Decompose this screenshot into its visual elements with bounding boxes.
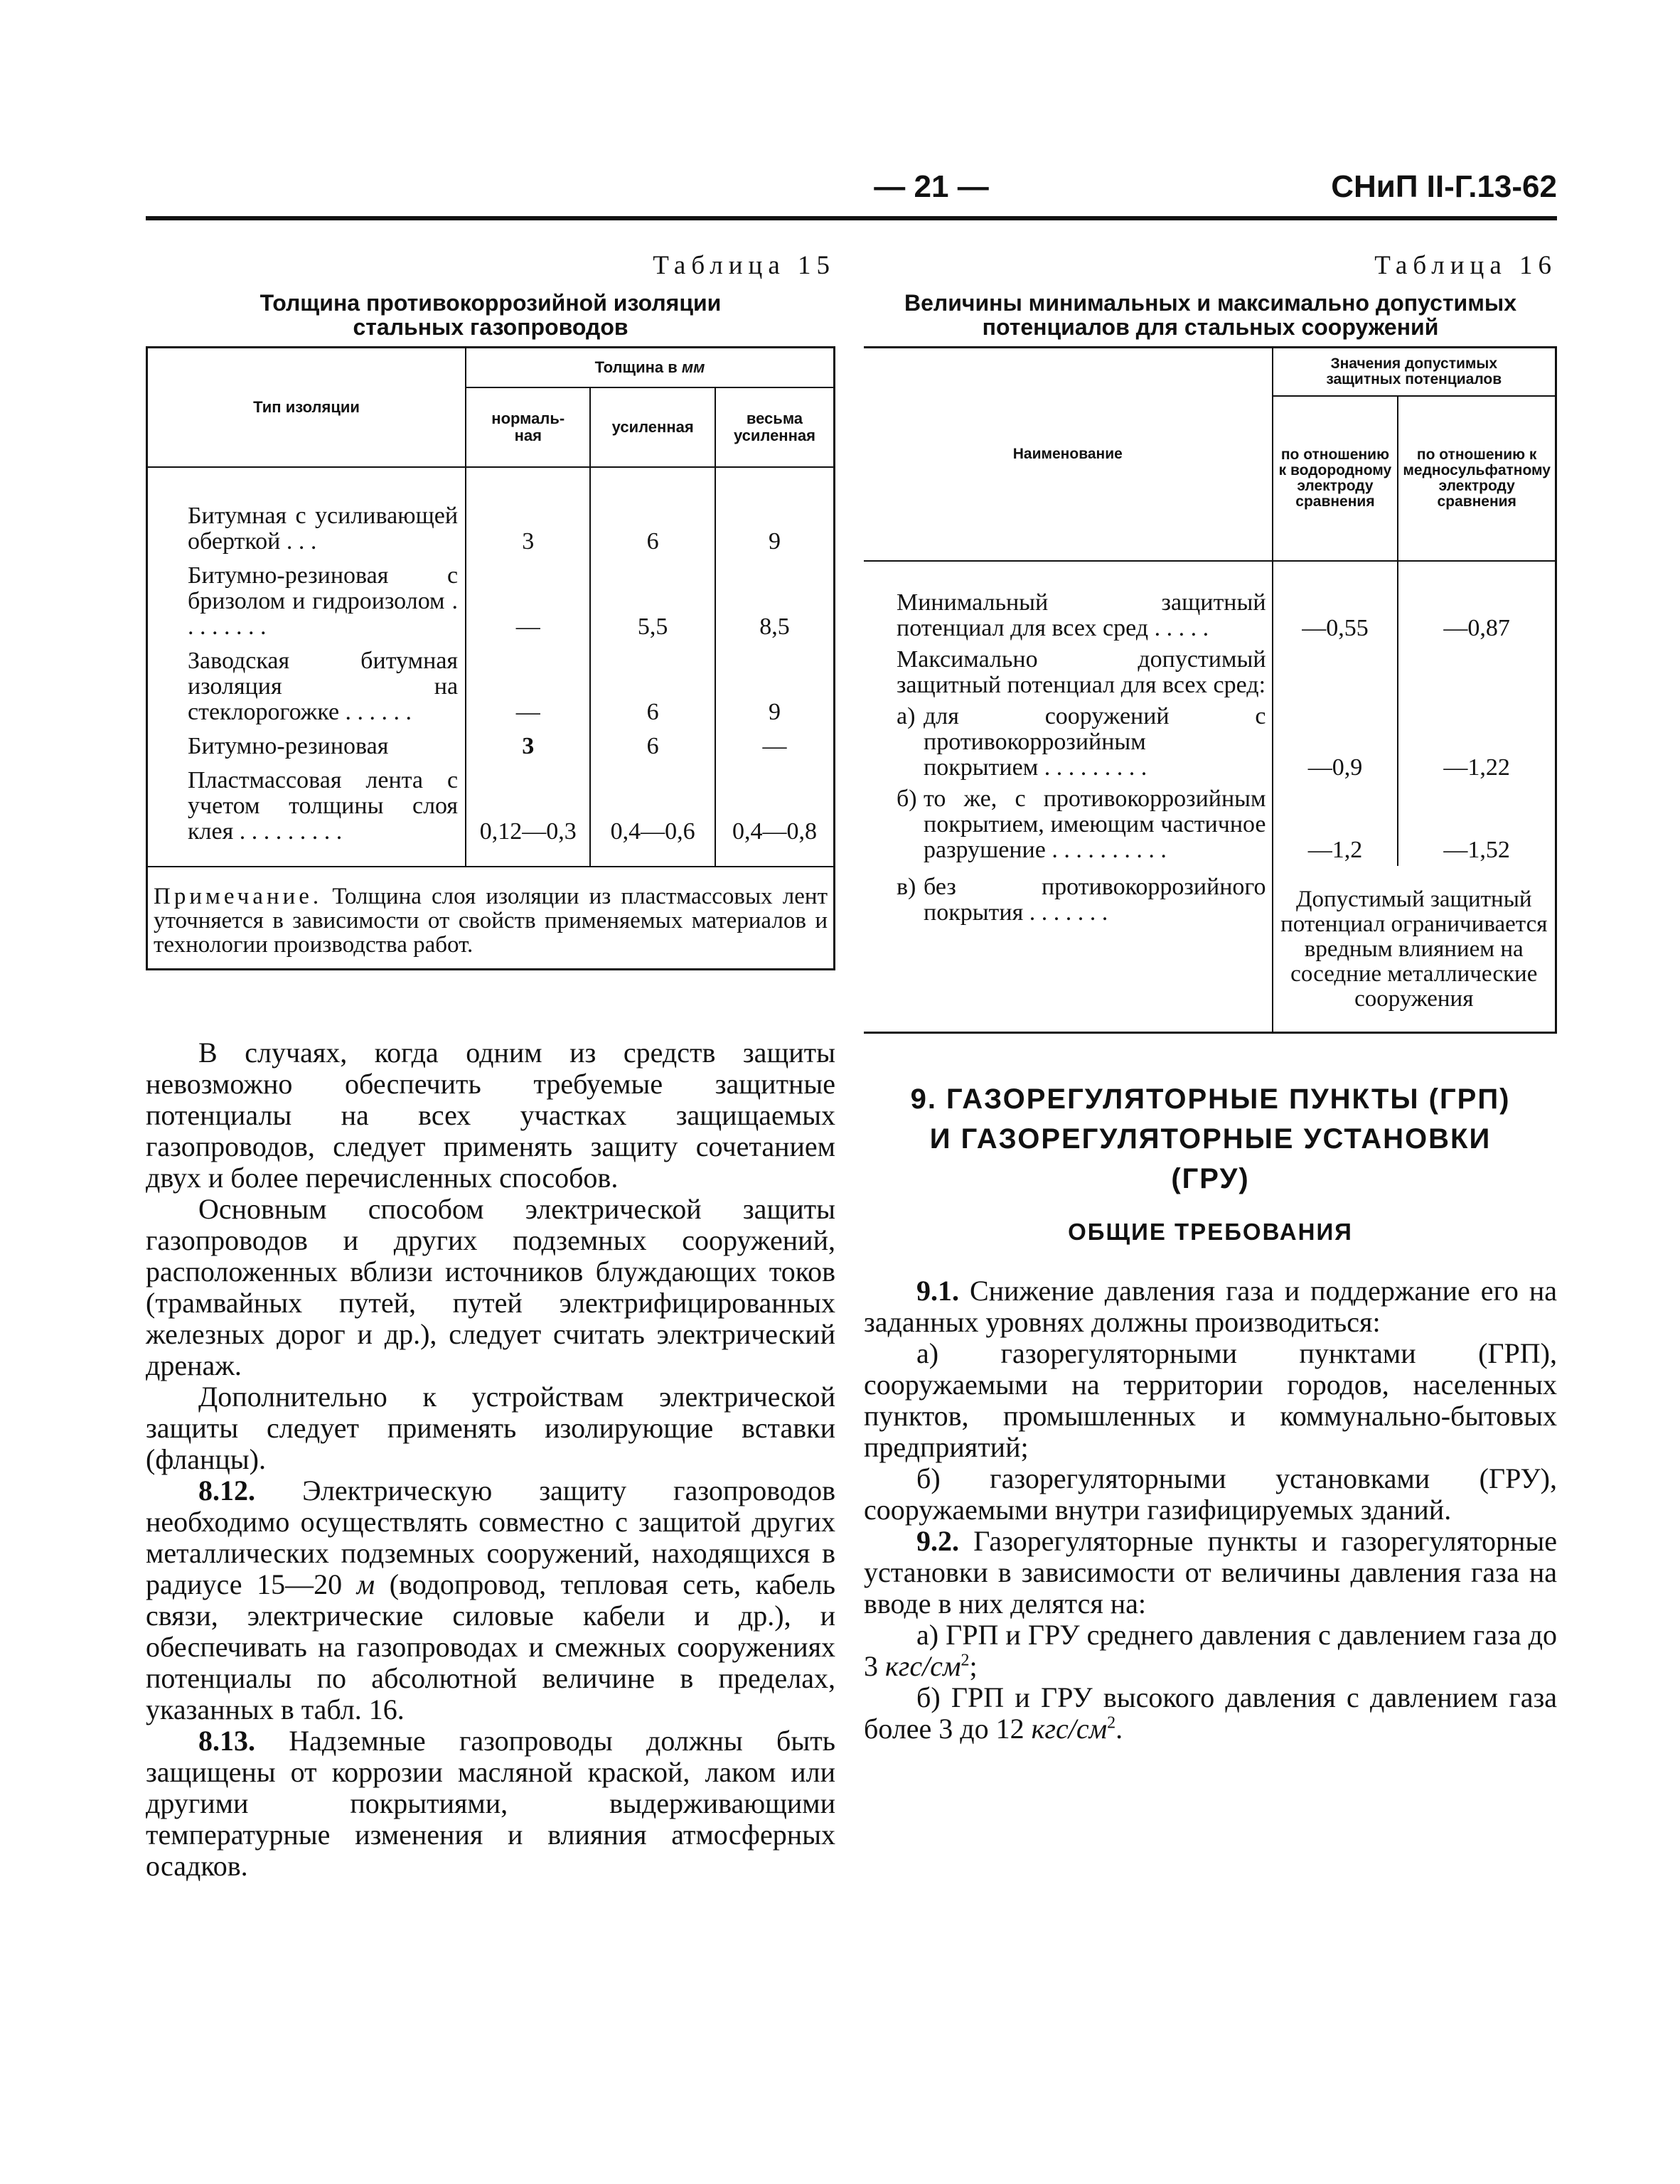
t15-note	[147, 867, 835, 970]
table16-label: Таблица 16	[1374, 251, 1557, 280]
t15-row2-name: Битумно-резиновая с бризолом и гидроизолом . . . . . . . .	[147, 559, 466, 644]
t16-row-min-c: —0,87	[1398, 561, 1556, 644]
table15-title-line2: стальных газопроводов	[353, 314, 628, 340]
table-row	[864, 783, 1556, 866]
t15-row1-reinforced: 6	[590, 467, 715, 559]
t15-row4-name: Битумно-резиновая	[147, 729, 466, 764]
table15-label: Таблица 15	[653, 251, 835, 280]
t16-row-min-h: —0,55	[1273, 561, 1398, 644]
t15-row4-reinforced: 6	[590, 729, 715, 764]
document-code: СНиП II-Г.13-62	[1331, 169, 1557, 204]
t15-row1-normal: 3	[466, 467, 590, 559]
t15-row5-normal: 0,12—0,3	[466, 764, 590, 867]
paragraph-9-2: 9.2. Газорегуляторные пункты и газорегуляторные установки в зависимости от величины давления газа на вводе в них делятся на:	[864, 1525, 1557, 1620]
t16-row-max-title: Максимально допустимый защитный потенциал для всех сред:	[864, 644, 1273, 701]
t15-row5-very: 0,4—0,8	[715, 764, 835, 867]
table16-title-line1: Величины минимальных и максимально допустимых	[904, 290, 1517, 316]
t16-row-a-h: —0,9	[1273, 701, 1398, 783]
t15-sub-normal: нормаль- ная	[466, 387, 590, 467]
t16-row-min-name: Минимальный защитный потенциал для всех сред . . . . .	[864, 561, 1273, 644]
t16-row-b-c: —1,52	[1398, 783, 1556, 866]
t15-row4-normal: 3	[466, 729, 590, 764]
t15-row3-very: 9	[715, 644, 835, 729]
table-row	[864, 866, 1556, 1033]
t15-note-label: Примечание.	[154, 884, 323, 909]
t15-sub-reinforced: усиленная	[590, 387, 715, 467]
t15-thickness-unit: мм	[681, 358, 705, 376]
header-rule	[146, 216, 1557, 220]
left-column	[146, 250, 835, 1882]
t15-row1-name: Битумная с усиливающей оберткой . . .	[147, 467, 466, 559]
t16-row-b-h: —1,2	[1273, 783, 1398, 866]
table-row	[864, 561, 1556, 644]
table-row	[147, 729, 835, 764]
paragraph-9-1: 9.1. Снижение давления газа и поддержание его на заданных уровнях должны производиться:	[864, 1275, 1557, 1338]
table16-title	[864, 291, 1557, 339]
t16-row-c-merged: Допустимый защитный потенциал ограничивается вредным влиянием на соседние металлические сооружения	[1273, 866, 1556, 1033]
t16-col-values: Значения допустимых защитных потенциалов	[1273, 348, 1556, 397]
left-body-text	[146, 1037, 835, 1882]
table16	[864, 346, 1557, 1034]
table15	[146, 346, 835, 970]
table-row	[147, 467, 835, 559]
paragraph-9-2-b: б) ГРП и ГРУ высокого давления с давлением газа более 3 до 12 кгс/$см^2$.	[864, 1681, 1557, 1745]
t16-row-a-c: —1,22	[1398, 701, 1556, 783]
table15-title-line1: Толщина противокоррозийной изоляции	[260, 290, 722, 316]
t15-col-thickness: Толщина в мм	[466, 348, 834, 388]
t15-row1-very: 9	[715, 467, 835, 559]
section-9-subheading: ОБЩИЕ ТРЕБОВАНИЯ	[1068, 1219, 1353, 1245]
t16-sub-hydrogen: по отношению к водородному электроду сравнения	[1273, 396, 1398, 561]
t15-row4-very: —	[715, 729, 835, 764]
t16-row-b-name: б) то же, с противокоррозийным покрытием, имеющим частичное разрушение . . . . . . . . . .	[864, 783, 1273, 866]
table-row	[147, 764, 835, 867]
paragraph: Дополнительно к устройствам электрической защиты следует применять изолирующие вставки (фланцы).	[146, 1381, 835, 1475]
t16-row-c-name: в) без противокоррозийного покрытия . . . . . . .	[864, 866, 1273, 1033]
page-header	[146, 169, 1557, 219]
t16-row-a-name: а) для сооружений с противокоррозийным покрытием . . . . . . . . .	[864, 701, 1273, 783]
section-9-heading: 9. ГАЗОРЕГУЛЯТОРНЫЕ ПУНКТЫ (ГРП) И ГАЗОРЕГУЛЯТОРНЫЕ УСТАНОВКИ (ГРУ)	[910, 1083, 1511, 1194]
t15-row2-reinforced: 5,5	[590, 559, 715, 644]
table-row	[864, 701, 1556, 783]
t15-row2-normal: —	[466, 559, 590, 644]
t15-col-type: Тип изоляции	[147, 348, 466, 468]
t16-col-name: Наименование	[864, 348, 1273, 562]
paragraph-8-13: 8.13. Надземные газопроводы должны быть защищены от коррозии масляной краской, лаком или другими покрытиями, выдерживающими температурные изменения и влияния атмосферных осадков.	[146, 1725, 835, 1882]
paragraph-9-2-a: а) ГРП и ГРУ среднего давления с давлением газа до 3 кгс/$см^2$;	[864, 1619, 1557, 1682]
t15-row5-name: Пластмассовая лента с учетом толщины слоя клея . . . . . . . . .	[147, 764, 466, 867]
table-row	[864, 644, 1556, 701]
t15-row3-name: Заводская битумная изоляция на стеклорогожке . . . . . .	[147, 644, 466, 729]
table16-title-line2: потенциалов для стальных сооружений	[982, 314, 1439, 340]
t15-row3-normal: —	[466, 644, 590, 729]
paragraph-8-12: 8.12. Электрическую защиту газопроводов необходимо осуществлять совместно с защитой других металлических подземных сооружений, находящихся в радиусе 15—20 м (водопровод, тепловая сеть, кабель связи, электрические силовые кабели и др.), и обеспечивать на газопроводах и смежных сооружениях потенциалы по абсолютной величине в пределах, указанных в табл. 16.	[146, 1474, 836, 1725]
right-column	[864, 250, 1557, 1745]
paragraph-9-1-a: а) газорегуляторными пунктами (ГРП), сооружаемыми на территории городов, населенных пунктов, промышленных и коммунально-бытовых предприятий;	[864, 1337, 1557, 1463]
t15-sub-very-reinforced: весьма усиленная	[715, 387, 835, 467]
paragraph-9-1-b: б) газорегуляторными установками (ГРУ), сооружаемыми внутри газифицируемых зданий.	[864, 1462, 1557, 1526]
t15-note-text: Толщина слоя изоляции из пластмассовых лент уточняется в зависимости от свойств применяемых материалов и технологии производства работ.	[154, 884, 828, 958]
t15-row2-very: 8,5	[715, 559, 835, 644]
t15-row3-reinforced: 6	[590, 644, 715, 729]
page-number: — 21 —	[874, 169, 989, 204]
table-row	[147, 559, 835, 644]
paragraph: В случаях, когда одним из средств защиты невозможно обеспечить требуемые защитные потенциалы на всех участках защищаемых газопроводов, следует применять защиту сочетанием двух и более перечисленных способов.	[146, 1037, 835, 1194]
paragraph: Основным способом электрической защиты газопроводов и других подземных сооружений, расположенных вблизи источников блуждающих токов (трамвайных путей, путей электрифицированных железных дорог и др.), следует считать электрический дренаж.	[146, 1193, 835, 1381]
table15-title	[146, 291, 835, 339]
t15-row5-reinforced: 0,4—0,6	[590, 764, 715, 867]
t16-sub-copper: по отношению к медносульфатному электроду сравнения	[1398, 396, 1556, 561]
table-row	[147, 644, 835, 729]
